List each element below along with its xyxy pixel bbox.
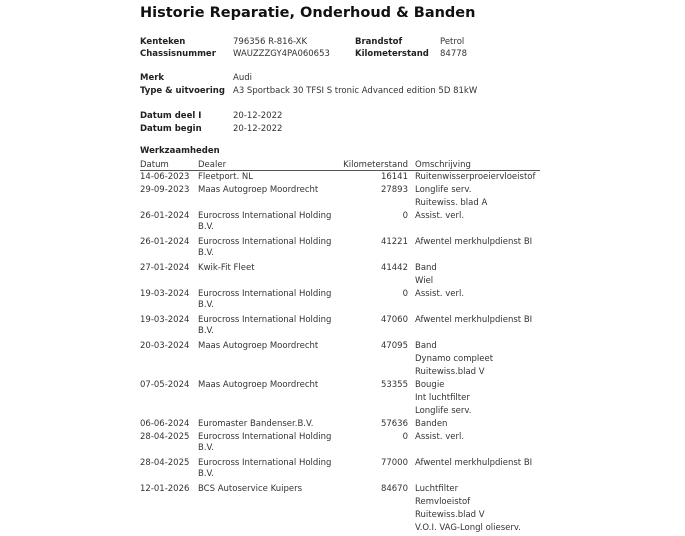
brandstof-value: Petrol <box>440 37 465 47</box>
type-label: Type & uitvoering <box>140 86 225 96</box>
table-row <box>0 484 685 536</box>
row-omschrijving <box>415 172 615 185</box>
omschrijving-line: Afwentel merkhulpdienst BI <box>415 237 533 247</box>
omschrijving-line: Luchtfilter <box>415 484 459 494</box>
table-row <box>0 419 685 432</box>
datum-deel-value: 20-12-2022 <box>233 111 283 121</box>
row-omschrijving <box>415 341 615 380</box>
row-kilometerstand: 84670 <box>380 484 408 494</box>
column-header-kilometerstand: Kilometerstand <box>343 160 408 170</box>
row-kilometerstand: 0 <box>402 432 408 442</box>
row-dealer: Eurocross International Holding B.V. <box>198 211 332 232</box>
row-kilometerstand: 57636 <box>380 419 408 429</box>
row-date: 12-01-2026 <box>140 484 190 494</box>
omschrijving-line: Band <box>415 341 437 351</box>
row-kilometerstand: 47060 <box>380 315 408 325</box>
row-omschrijving <box>415 237 615 250</box>
row-omschrijving <box>415 432 615 445</box>
row-date: 06-06-2024 <box>140 419 190 429</box>
row-dealer: Maas Autogroep Moordrecht <box>198 341 319 351</box>
omschrijving-line: Bougie <box>415 380 445 390</box>
row-dealer: Eurocross International Holding B.V. <box>198 289 332 310</box>
omschrijving-line: Afwentel merkhulpdienst BI <box>415 315 533 325</box>
row-dealer: Eurocross International Holding B.V. <box>198 237 332 258</box>
header-divider <box>140 170 540 171</box>
row-dealer: BCS Autoservice Kuipers <box>198 484 303 494</box>
row-dealer: Eurocross International Holding B.V. <box>198 432 332 453</box>
omschrijving-line: Int luchtfilter <box>415 393 470 403</box>
row-date: 28-04-2025 <box>140 458 190 468</box>
row-omschrijving <box>415 263 615 289</box>
row-date: 26-01-2024 <box>140 211 190 221</box>
omschrijving-line: Band <box>415 263 437 273</box>
table-row <box>0 172 685 185</box>
table-row <box>0 432 685 458</box>
brandstof-label: Brandstof <box>355 37 403 47</box>
omschrijving-line: Assist. verl. <box>415 211 465 221</box>
werkzaamheden-table <box>0 172 685 536</box>
table-row <box>0 380 685 419</box>
row-omschrijving <box>415 380 615 419</box>
row-kilometerstand: 41221 <box>380 237 408 247</box>
datum-deel-label: Datum deel I <box>140 111 202 121</box>
table-row <box>0 185 685 211</box>
row-kilometerstand: 0 <box>402 211 408 221</box>
row-omschrijving <box>415 211 615 224</box>
row-kilometerstand: 41442 <box>380 263 408 273</box>
page-title: Historie Reparatie, Onderhoud & Banden <box>140 5 476 21</box>
row-omschrijving <box>415 419 615 432</box>
row-omschrijving <box>415 484 615 536</box>
omschrijving-line: Banden <box>415 419 448 429</box>
datum-begin-value: 20-12-2022 <box>233 124 283 134</box>
table-row <box>0 263 685 289</box>
row-dealer: Eurocross International Holding B.V. <box>198 315 332 336</box>
table-row <box>0 458 685 484</box>
row-dealer: Maas Autogroep Moordrecht <box>198 185 319 195</box>
row-date: 29-09-2023 <box>140 185 190 195</box>
row-omschrijving <box>415 185 615 211</box>
row-date: 28-04-2025 <box>140 432 190 442</box>
row-date: 20-03-2024 <box>140 341 190 351</box>
row-kilometerstand: 77000 <box>380 458 408 468</box>
omschrijving-line: Afwentel merkhulpdienst BI <box>415 458 533 468</box>
row-kilometerstand: 16141 <box>380 172 408 182</box>
row-kilometerstand: 47095 <box>380 341 408 351</box>
chassis-value: WAUZZZGY4PA060653 <box>233 49 330 59</box>
column-header-datum: Datum <box>140 160 169 170</box>
kilometerstand-value: 84778 <box>440 49 468 59</box>
row-dealer: Maas Autogroep Moordrecht <box>198 380 319 390</box>
merk-value: Audi <box>233 73 252 83</box>
table-row <box>0 211 685 237</box>
row-date: 26-01-2024 <box>140 237 190 247</box>
kilometerstand-label: Kilometerstand <box>355 49 429 59</box>
row-date: 19-03-2024 <box>140 315 190 325</box>
column-header-dealer: Dealer <box>198 160 227 170</box>
omschrijving-line: Assist. verl. <box>415 289 465 299</box>
omschrijving-line: Longlife serv. <box>415 406 472 416</box>
chassis-label: Chassisnummer <box>140 49 216 59</box>
row-kilometerstand: 53355 <box>380 380 408 390</box>
omschrijving-line: Remvloeistof <box>415 497 471 507</box>
row-date: 19-03-2024 <box>140 289 190 299</box>
omschrijving-line: Ruitewiss. blad A <box>415 198 488 208</box>
omschrijving-line: Longlife serv. <box>415 185 472 195</box>
column-header-omschrijving: Omschrijving <box>415 160 471 170</box>
omschrijving-line: Assist. verl. <box>415 432 465 442</box>
row-kilometerstand: 27893 <box>380 185 408 195</box>
omschrijving-line: Dynamo compleet <box>415 354 494 364</box>
omschrijving-line: Wiel <box>415 276 434 286</box>
omschrijving-line: V.O.I. VAG-Longl olieserv. <box>415 523 521 533</box>
omschrijving-line: Ruitewiss.blad V <box>415 367 485 377</box>
table-row <box>0 237 685 263</box>
merk-label: Merk <box>140 73 165 83</box>
omschrijving-line: Ruitenwisserproeiervloeistof <box>415 172 536 182</box>
row-omschrijving <box>415 458 615 471</box>
row-dealer: Fleetport. NL <box>198 172 253 182</box>
kenteken-value: 796356 R-816-XK <box>233 37 308 47</box>
row-date: 27-01-2024 <box>140 263 190 273</box>
werkzaamheden-heading: Werkzaamheden <box>140 146 220 156</box>
row-omschrijving <box>415 315 615 328</box>
table-row <box>0 289 685 315</box>
row-dealer: Euromaster Bandenser.B.V. <box>198 419 314 429</box>
kenteken-label: Kenteken <box>140 37 186 47</box>
datum-begin-label: Datum begin <box>140 124 202 134</box>
type-value: A3 Sportback 30 TFSI S tronic Advanced edition 5D 81kW <box>233 86 478 96</box>
omschrijving-line: Ruitewiss.blad V <box>415 510 485 520</box>
row-kilometerstand: 0 <box>402 289 408 299</box>
table-row <box>0 315 685 341</box>
row-dealer: Eurocross International Holding B.V. <box>198 458 332 479</box>
table-row <box>0 341 685 380</box>
row-date: 14-06-2023 <box>140 172 190 182</box>
row-date: 07-05-2024 <box>140 380 190 390</box>
row-dealer: Kwik-Fit Fleet <box>198 263 255 273</box>
row-omschrijving <box>415 289 615 302</box>
